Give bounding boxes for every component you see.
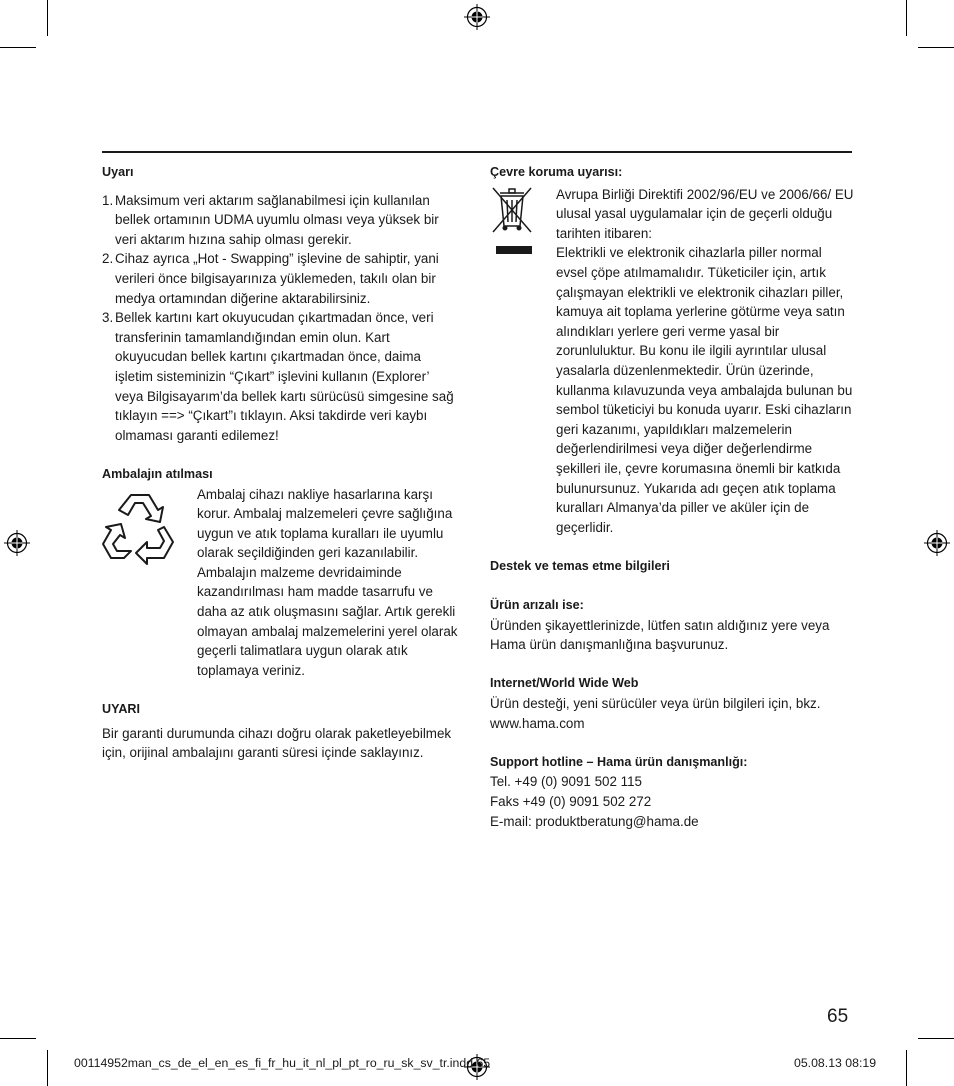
list-item-number: 2.: [102, 251, 114, 267]
environment-section: [490, 163, 854, 537]
environment-body: Elektrikli ve elektronik cihazlarla piller normal evsel çöpe atılmamalıdır. Tüketiciler için, artık çalışmayan elektrikli ve elektronik cihazları piller, kamuya ait toplama yerlerine götürme veya satın alındıkları yerlere geri verme yasal bir zorunluluktur. Bu konu ile ilgili ayrıntılar ulusal yasalarla düzenlenmektedir. Ürün üzerinde, kullanma kılavuzunda veya ambalajda bulunan bu sembol tüketiciyi bu konuda uyarır. Eski cihazların geri kazanımı, yapıldıkları malzemelerin değerlendirilmesi veya diğer değerlendirme şekilleri ile, çevre korumasına önemli bir katkıda bulunursunuz. Yukarıda adı geçen atık toplama kuralları Almanya’da piller ve aküler için de geçerlidir.: [556, 245, 853, 535]
environment-heading: Çevre koruma uyarısı:: [490, 165, 623, 179]
crossed-out-wheelie-bin-icon: [490, 185, 536, 257]
web-heading: Internet/World Wide Web: [490, 676, 639, 691]
list-item-text: Cihaz ayrıca „Hot - Swapping” işlevine de sahiptir, yani verileri önce bilgisayarınıza yüklemeden, takılı olan bir medya ortamından diğerine aktarabilirsiniz.: [115, 251, 439, 306]
hotline-heading: Support hotline – Hama ürün danışmanlığı:: [490, 754, 748, 769]
defect-text: Üründen şikayettlerinizde, lütfen satın aldığınız yere veya Hama ürün danışmanlığına başvurunuz.: [490, 617, 830, 653]
crop-mark: [0, 47, 36, 48]
packaging-section: [102, 465, 458, 681]
packaging-heading: Ambalajın atılması: [102, 466, 213, 481]
footer-date: 05.08.13 08:19: [794, 1056, 877, 1070]
warning-heading: Uyarı: [102, 165, 134, 179]
notice-section: [102, 700, 458, 763]
registration-mark-icon: [4, 530, 30, 556]
list-item-text: Bellek kartını kart okuyucudan çıkartmadan önce, veri transferinin tamamlandığından emin olun. Kart okuyucudan bellek kartını çıkartmadan önce, daima işletim sisteminizin “Çıkart” işlevini kullanın (Explorer’ veya Bilgisayarım’da bellek kartı sürücüsü simgesine sağ tıklayın ==> “Çıkart”ı tıklayın. Aksi takdirde veri kaybı olmaması garanti edilemez!: [115, 310, 454, 443]
crop-mark: [47, 1050, 48, 1086]
header-rule: [102, 151, 852, 153]
warning-section: [102, 163, 458, 445]
crop-mark: [918, 1038, 954, 1039]
left-column: [102, 163, 458, 763]
notice-text: Bir garanti durumunda cihazı doğru olarak paketleyebilmek için, orijinal ambalajını garanti süresi içinde saklayınız.: [102, 725, 452, 761]
hotline-tel: Tel. +49 (0) 9091 502 115: [490, 774, 642, 790]
hotline-fax: Faks +49 (0) 9091 502 272: [490, 794, 652, 809]
web-text: Ürün desteği, yeni sürücüler veya ürün bilgileri için, bkz. www.hama.com: [490, 696, 821, 731]
crop-mark: [0, 1038, 36, 1039]
list-item: [102, 191, 458, 250]
right-column: [490, 163, 854, 831]
support-heading: Destek ve temas etme bilgileri: [490, 558, 670, 573]
support-section: [490, 557, 854, 831]
page-number: 65: [827, 1006, 849, 1027]
crop-mark: [918, 47, 954, 48]
list-item-number: 3.: [102, 310, 114, 326]
registration-mark-icon: [924, 530, 950, 556]
hotline-email: E-mail: produktberatung@hama.de: [490, 813, 699, 829]
registration-mark-icon: [464, 4, 490, 30]
crop-mark: [47, 0, 48, 36]
list-item-number: 1.: [102, 192, 114, 208]
warning-list: [102, 191, 458, 446]
crop-mark: [906, 0, 907, 36]
list-item: [102, 308, 458, 445]
list-item: [102, 249, 458, 308]
list-item-text: Maksimum veri aktarım sağlanabilmesi için kullanılan bellek ortamının UDMA uyumlu olması veya yüksek bir veri aktarım hızına sahip olması gerekir.: [115, 192, 439, 247]
environment-intro: Avrupa Birliği Direktifi 2002/96/EU ve 2006/66/ EU ulusal yasal uygulamalar için de geçerli olduğu tarihten itibaren:: [556, 186, 854, 241]
crop-mark: [906, 1050, 907, 1086]
notice-heading: UYARI: [102, 702, 141, 717]
recycling-symbol-icon: [102, 489, 184, 567]
packaging-text: Ambalaj cihazı nakliye hasarlarına karşı korur. Ambalaj malzemeleri çevre sağlığına uygun ve atık toplama kuralları ile uyumlu olarak seçildiğinden geri kazanılabilir. Ambalajın malzeme devridaiminde kazandırılması ham madde tasarrufu ve daha az atık oluşmasını sağlar. Artık gerekli olmayan ambalaj malzemelerini yerel olarak geçerli talimatlara uygun olarak atık toplamaya veriniz.: [197, 486, 458, 678]
footer-filename: 00114952man_cs_de_el_en_es_fi_fr_hu_it_nl_pl_pt_ro_ru_sk_sv_tr.indd 65: [74, 1056, 491, 1070]
defect-heading: Ürün arızalı ise:: [490, 598, 584, 613]
